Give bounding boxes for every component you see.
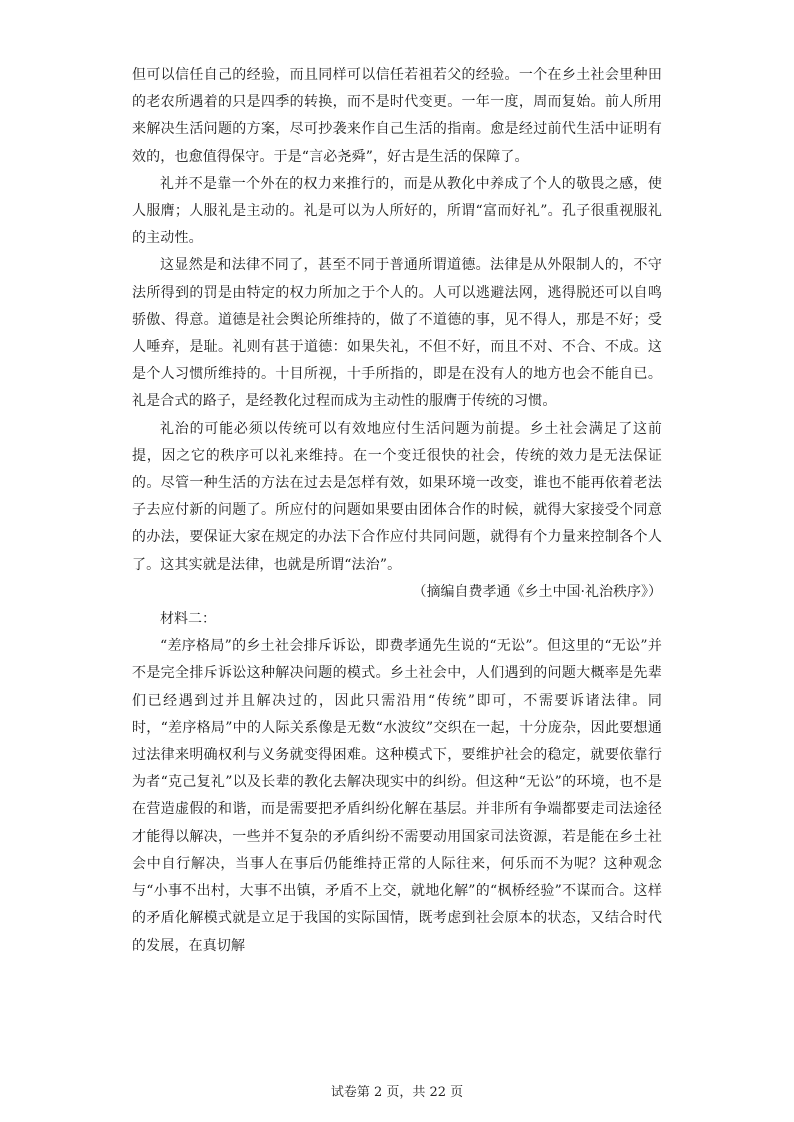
material1-paragraph-2: 礼并不是靠一个外在的权力来推行的，而是从教化中养成了个人的敬畏之感，使人服膺；人服礼是主动的。礼是可以为人所好的，所谓“富而好礼”。孔子很重视服礼的主动性。	[132, 175, 662, 247]
material1-source-citation: （摘编自费孝通《乡土中国·礼治秩序》）	[412, 583, 662, 600]
page-footer: 试卷第 2 页，共 22 页	[330, 1085, 464, 1100]
material1-paragraph-4: 礼治的可能必须以传统可以有效地应付生活问题为前提。乡土社会满足了这前提，因之它的秩序可以礼来维持。在一个变迁很快的社会，传统的效力是无法保证的。尽管一种生活的方法在过去是怎样有效，如果环境一改变，谁也不能再依着老法子去应付新的问题了。所应付的问题如果要由团体合作的时候，就得大家接受个同意的办法，要保证大家在规定的办法下合作应付共同问题，就得有个力量来控制各个人了。这其实就是法律，也就是所谓“法治”。	[132, 420, 662, 573]
material1-paragraph-1: 但可以信任自己的经验，而且同样可以信任若祖若父的经验。一个在乡土社会里种田的老农所遇着的只是四季的转换，而不是时代变更。一年一度，周而复始。前人所用来解决生活问题的方案，尽可抄袭来作自己生活的指南。愈是经过前代生活中证明有效的，也愈值得保守。于是“言必尧舜”，好古是生活的保障了。	[132, 67, 662, 165]
material2-heading: 材料二：	[160, 611, 216, 628]
page-content	[132, 62, 662, 960]
material1-paragraph-3: 这显然是和法律不同了，甚至不同于普通所谓道德。法律是从外限制人的，不守法所得到的罚是由特定的权力所加之于个人的。人可以逃避法网，逃得脱还可以自鸣骄傲、得意。道德是社会舆论所维持的，做了不道德的事，见不得人，那是不好；受人唾弃，是耻。礼则有甚于道德：如果失礼，不但不好，而且不对、不合、不成。这是个人习惯所维持的。十目所视，十手所指的，即是在没有人的地方也会不能自已。礼是合式的路子，是经教化过程而成为主动性的服膺于传统的习惯。	[132, 257, 662, 410]
material2-paragraph-1: “差序格局”的乡土社会排斥诉讼，即费孝通先生说的“无讼”。但这里的“无讼”并不是完全排斥诉讼这种解决问题的模式。乡土社会中，人们遇到的问题大概率是先辈们已经遇到过并且解决过的，因此只需沿用“传统”即可，不需要诉诸法律。同时，“差序格局”中的人际关系像是无数“水波纹”交织在一起，十分庞杂，因此要想通过法律来明确权利与义务就变得困难。这种模式下，要维护社会的稳定，就要依靠行为者“克己复礼”以及长辈的教化去解决现实中的纠纷。但这种“无讼”的环境，也不是在营造虚假的和谐，而是需要把矛盾纠纷化解在基层。并非所有争端都要走司法途径才能得以解决，一些并不复杂的矛盾纠纷不需要动用国家司法资源，若是能在乡土社会中自行解决，当事人在事后仍能维持正常的人际往来，何乐而不为呢？这种观念与“小事不出村，大事不出镇，矛盾不上交，就地化解”的“枫桥经验”不谋而合。这样的矛盾化解模式就是立足于我国的实际国情，既考虑到社会原本的状态，又结合时代的发展，在真切解	[132, 638, 662, 954]
